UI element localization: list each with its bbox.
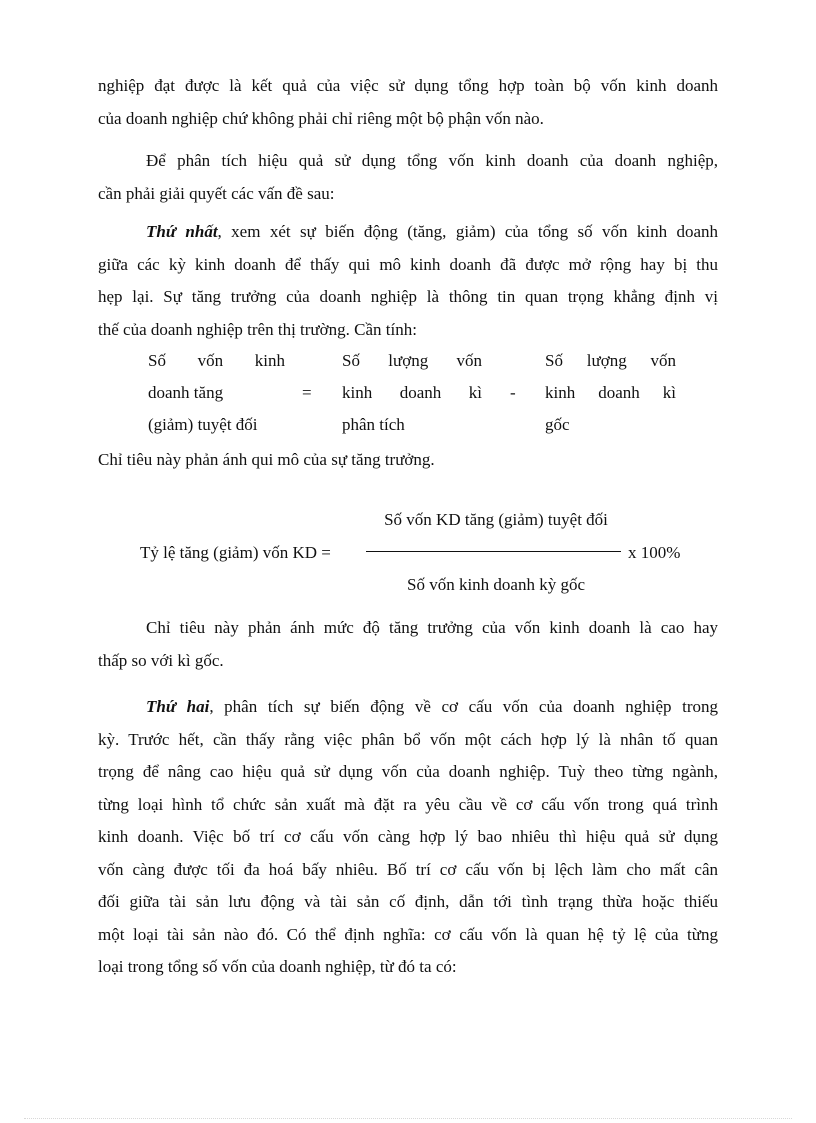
formula-middle-line	[342, 377, 482, 409]
formula-label: Tỷ lệ tăng (giảm) vốn KD =	[140, 543, 331, 562]
paragraph-intro-continuation	[98, 70, 718, 135]
word: vốn	[456, 351, 482, 370]
note-scale-growth: Chỉ tiêu này phản ánh qui mô của sự tăng trưởng.	[98, 450, 435, 469]
text-line: kỳ. Trước hết, cần thấy rằng việc phân bổ vốn một cách hợp lý là nhân tố quan	[98, 729, 718, 749]
word: doanh	[598, 383, 640, 402]
formula-right-line	[545, 345, 676, 377]
word: Số	[148, 351, 166, 370]
lead-term: Thứ nhất	[146, 222, 218, 241]
text-line: giữa các kỳ kinh doanh để thấy qui mô kinh doanh đã được mở rộng hay bị thu	[98, 254, 718, 274]
text-line: thấp so với kì gốc.	[98, 650, 224, 670]
multiplier: x 100%	[628, 543, 681, 562]
paragraph-growth-note	[98, 612, 718, 677]
word: lượng	[388, 351, 429, 370]
fraction-bar	[366, 551, 621, 552]
word: kinh	[545, 383, 576, 402]
page-bottom-divider	[24, 1118, 792, 1119]
word: kinh	[342, 383, 373, 402]
word: lượng	[586, 351, 627, 370]
word: vốn	[197, 351, 224, 370]
formula-left-line: doanh tăng	[148, 383, 224, 402]
paragraph-second-point	[98, 691, 718, 984]
text-line: kinh doanh. Việc bố trí cơ cấu vốn càng hợp lý bao nhiêu thì hiệu quả sử dụng	[98, 827, 718, 846]
text-line: một loại tài sản nào đó. Có thể định nghĩa: cơ cấu vốn là quan hệ tỷ lệ của từng	[98, 924, 718, 944]
fraction-denominator: Số vốn kinh doanh kỳ gốc	[406, 575, 586, 594]
fraction-numerator: Số vốn KD tăng (giảm) tuyệt đối	[384, 510, 608, 529]
paragraph-analysis-intro	[98, 145, 718, 210]
word: kì	[468, 383, 482, 402]
word: kinh	[254, 351, 285, 370]
text-line: thế của doanh nghiệp trên thị trường. Cần tính:	[98, 319, 417, 339]
text-line: Để phân tích hiệu quả sử dụng tổng vốn kinh doanh của doanh nghiệp,	[146, 151, 718, 170]
word: Số	[342, 351, 360, 370]
text-line: loại trong tổng số vốn của doanh nghiệp, từ đó ta có:	[98, 957, 457, 976]
formula-middle-line	[342, 345, 482, 377]
text-line: từng loại hình tổ chức sản xuất mà đặt ra yêu cầu về cơ cấu vốn trong quá trình	[98, 794, 718, 814]
text-line	[98, 691, 718, 724]
text-line: đối giữa tài sản lưu động và tài sản cố định, dẫn tới tình trạng thừa hoặc thiếu	[98, 892, 718, 911]
formula-right-line: gốc	[545, 415, 570, 434]
text-line: của doanh nghiệp chứ không phải chỉ riêng một bộ phận vốn nào.	[98, 108, 544, 128]
formula-middle-line: phân tích	[342, 415, 405, 434]
paragraph-first-point	[98, 216, 718, 346]
formula-left-line	[148, 345, 285, 377]
word: kì	[662, 383, 676, 402]
word: vốn	[650, 351, 676, 370]
formula-left-line: (giảm) tuyệt đối	[148, 415, 258, 434]
text-line	[98, 216, 718, 249]
text-line: nghiệp đạt được là kết quả của việc sử dụng tổng hợp toàn bộ vốn kinh doanh	[98, 76, 718, 95]
text-line: hẹp lại. Sự tăng trưởng của doanh nghiệp là thông tin quan trọng khẳng định vị	[98, 287, 718, 306]
text-line: trọng để nâng cao hiệu quả sử dụng vốn của doanh nghiệp. Tuỳ theo từng ngành,	[98, 762, 718, 781]
equals-sign: =	[302, 383, 312, 402]
word: Số	[545, 351, 563, 370]
text-line: cần phải giải quyết các vấn đề sau:	[98, 183, 335, 203]
minus-sign: -	[510, 383, 516, 402]
lead-term: Thứ hai	[146, 697, 210, 716]
text-fragment: , phân tích sự biến động về cơ cấu vốn của doanh nghiệp trong	[209, 697, 718, 716]
word: doanh	[399, 383, 442, 402]
text-fragment: , xem xét sự biến động (tăng, giảm) của tổng số vốn kinh doanh	[217, 222, 718, 241]
text-line: vốn càng được tối đa hoá bấy nhiêu. Bố trí cơ cấu vốn bị lệch làm cho mất cân	[98, 859, 718, 879]
formula-right-line	[545, 377, 676, 409]
text-line: Chỉ tiêu này phản ánh mức độ tăng trưởng của vốn kinh doanh là cao hay	[146, 618, 718, 637]
